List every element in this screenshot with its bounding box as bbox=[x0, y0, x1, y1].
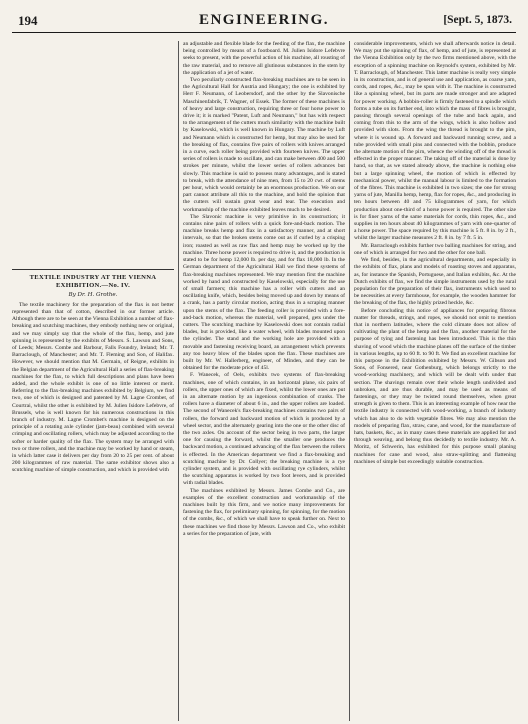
paragraph: We find, besides, in the agricultural departments, and especially in the exhibits of flax, plans and models of roasting stoves and apparatus, as, for instance the Spanish, Portuguese, and Italian exhibits, &c. At the Dutch exhibits of flax, we find the simple instruments used by the rural population for the preparation of their flax, instruments which used to be necessities at every farmhouse, for example, the wooden hammer for the breaking of the flax, the highly prized heckle, &c. bbox=[354, 257, 516, 307]
paragraph: Two peculiarly constructed flax-breaking machines are to be seen in the Agricultural Hall for Austria and Hungary; the one is exhibited by Herr F. Neumann, of Leobersdorf, and the other by the Slavonische Maschinenfabrik, T. Wagner, of Essek. The former of these machines is of heavy and large construction, requiring three or four horse power to drive it; it is marked "Patent, Luft and Neumann," but has with respect to the arrangement of the cutters much similarity with the machine built by Kaselowski, which is well known in Hungary. The machine by Luft and Neumann which is constructed for hemp, but may also be used for the breaking of flax, contains five pairs of rollers with knives arranged in a curve, each roller being provided with fourteen knives. The upper series of rollers is made to oscillate, and can make between 400 and 500 strokes per minute, whilst the lower series of rollers advances but slowly. This machine is said to possess many advantages, and is stated to break, with the attendance of nine men, from 15 to 20 cwt. of stems per hour, which would certainly be an enormous production. We on our part cannot attribute all this to the machine, and hold the opinion that the cutters will sustain great wear and tear. The execution and workmanship of the machine exhibited leaves much to be desired. bbox=[183, 77, 345, 213]
article-byline: By Dr. H. Grothe. bbox=[68, 291, 118, 298]
paragraph: The machines exhibited by Messrs. James Combe and Co., are examples of the excellent construction and workmanship of the machines built by this firm, and we notice many improvements for fastening the flax, for preliminary spinning, for spinning, for the motion of the combs, &c., of which we shall have to speak further on. Next to these machines we find those by Messrs. Lawson and Co., who exhibit a series for the preparation of jute, with bbox=[183, 487, 345, 537]
column-2 bbox=[183, 41, 345, 721]
page-header bbox=[12, 10, 516, 33]
issue-date: [Sept. 5, 1873. bbox=[443, 14, 512, 26]
article-heading bbox=[12, 269, 174, 299]
column-1 bbox=[12, 41, 174, 721]
paragraph: The Slavonic machine is very primitive in its construction; it contains nine pairs of rollers with a quick fore-and-back motion. The machine breaks hemp and flax in a satisfactory manner, and at short intervals, so that the broken stems come out as if curled by a crisping iron; roasted as well as raw flax and hemp may be worked up by the machine. Three horse power is required to drive it, and the production is stated to be for hemp 12,000 lb. per day, and for flax 18,000 lb. In the German department of the Agricultural Hall we find these systems of flax-breaking machines represented. We may mention first the machine worked by hand and constructed by Kaselowski, especially for the use of small farmers; this machine has a roller with cutters and an oscillating knife, which, besides being moved up and down by means of a crank, has a partly circular motion, acting thus in a scraping manner upon the stems of the flax. The feeding roller is provided with a fore-and-back motion, whereas the material, well prepared, gets under the cutters. The scutching machine by Kaselowski does not contain radial blades, but is provided, like a water wheel, with blades mounted upon the cylinder. The stand and the working hole are provided with a movable and fastening receiving board, an arrangement which prevents any too heavy blow of the blades upon the flax. These machines are built by Mr. W. Hallerberg, engineer, of Minden, and they can be obtained for the moderate price of 45l. bbox=[183, 213, 345, 372]
publication-title: ENGINEERING. bbox=[198, 12, 330, 28]
column-divider bbox=[349, 41, 350, 721]
paragraph: Mr. Barraclough exhibits further two balling machines for string, and one of which is arranged for two and the other for one ball. bbox=[354, 242, 516, 256]
page-number: 194 bbox=[18, 13, 38, 28]
article-title: TEXTILE INDUSTRY AT THE VIENNA EXHIBITION.—No. IV. bbox=[29, 274, 157, 290]
column-1-top-blank bbox=[12, 41, 174, 269]
column-3 bbox=[354, 41, 516, 721]
paragraph: The textile machinery for the preparation of the flax is not better represented than that of cotton, described in our former article. Although there are to be seen at the Vienna Exhibition a number of flax-breaking and scutching machines, they embody nothing new or original, and we may simply say that the whole of the flax, hemp, and jute spinning is represented by the exhibits of Messrs. S. Lawson and Sons, of Leeds; Messrs. Combe and Barbour, Falls Foundry, Ireland; Mr. T. Barraclough, of Manchester; and Mr. T. Fleming and Son, of Halifax. However, we should mention that M. Germain, of Reigne, exhibits in the Belgian department of the Agricultural Hall a series of flax-breaking machines for the flax, to which full descriptions and plans have been added, and the whole exhibit is one of no little interest or merit. Referring to the flax-breaking machines exhibited by Belgium, we find two, one of which is designed and patented by M. Lagne Crombet, of Courtrai, whilst the other is exhibited by M. Julien Isidore Lefebvre, of Brussels, who is well known for his numerous constructions in this branch of industry. M. Lagne Crombet's machine is designed on the principle of a rotating axle cylinder (jam-beau) combined with several crimping and oscillating rollers, which may be adjusted according to the softer or harder quality of the flax. The system may be arranged with two or three rollers, and the machine may be worked by hand or steam, in which latter case it delivers per day from 20 to 25 per cent. of about 200 kilogrammes of raw material. The same exhibitor shows also a scutching machine of simple construction, and which is provided with bbox=[12, 301, 174, 474]
column-divider bbox=[178, 41, 179, 721]
paragraph: F. Wanecek, of Oels, exhibits two systems of flax-breaking machines, one of which contains, in an horizontal plane, six pairs of rollers, the upper ones of which are fixed, whilst the lower ones are put in an alternate motion by an ingenious combination of cranks. The rollers have a diameter of about 6 in., and the upper rollers are loaded. The second of Wanecek's flax-breaking machines contains two pairs of rollers, the forward and backward motion of which is produced by a wheel sector, and the alternately gearing into the one or the other disc of the two axles. On account of the sector being in two parts, the larger one for causing the forward, whilst the smaller one produces the backward motion, a continued advancing of the flax between the rollers is effected. In the American department we find a flax-breaking and scutching machine by Dr. Collyer; the breaking machine is a rye cylinder system, and is provided with oscillating rye cylinders, whilst the scutching apparatus is worked by two foot levers, and is provided with radial blades. bbox=[183, 372, 345, 487]
paragraph: an adjustable and flexible blade for the feeding of the flax, the machine being controlled by means of a footboard. M. Julien Isidore Lefebvre seeks to present, with the powerful action of his machine, all rousting of the raw material, and to remove all glutinous substances in the stem by the application of a jet of water. bbox=[183, 41, 345, 76]
text-columns bbox=[12, 41, 516, 721]
paragraph: Before concluding this notice of appliances for preparing fibrous matter for threads, strings, and ropes, we should not omit to mention that in northern latitudes, where the cold climate does not allow of cultivating the plant of the hemp and the flax, another material for the purpose of tying and fastening has been introduced. This is the thin shaving of wood which the machine planes off the surface of the timber in various lengths, up to 60 ft. to 90 ft. We find an excellent machine for this purpose in the Exhibition exhibited by Messrs. W. Gibson and Sons, of Fonsered, near Gothenburg, which belongs strictly to the wood-working machinery, and which will be dealt with under that section. The shavings remain over their whole length undivided and unbroken, and are thus durable, and may be used as means of fastenings, or they may be twisted round themselves, when great strength is given to them. This is an interesting example of how near the textile industry is connected with wood-working, a branch of industry which has also to do with vegetable fibres. We may also mention the models of preparing flax, straw, cane, and wood, for the manufacture of hats, baskets, &c., as in many cases these materials are applied for and through weaving, and belong thus decidedly to textile industry. Mr. A. Moritz, of Schwerin, has exhibited for this purpose small planing machines for cane and wood, also straw-splitting and flattening machines of simple but exceedingly suitable construction. bbox=[354, 307, 516, 465]
paragraph: considerable improvements, which we shall afterwards notice in detail. We may put the spinning of flax, of hemp, and of jute, is represented at the Vienna Exhibition only by the two firms mentioned above, with the exception of a spinning machine on Reynold's system, exhibited by Mr. T. Barraclough, of Manchester. This latter machine is really very simple in its construction, and is of general use and application, as coarse yarn, cords, and ropes, &c., may be spun with it. The machine is constructed like a spinning wheel, but its parts are made stronger and are adapted for power working. A bobbin-roller is firmly fastened to a spindle which forms a tube on its further end, into which the mass of fibres is brought, passing through several openings of the tube and back again, and coming from this to the arm of the wings, which is also hollow and provided with slots. From the wing the thread is brought to the pirn, where it is wound up. A forward and backward running screw, and a tube provided with small pins and connected with the bobbin, produce the alternate motion of the pirn, whence the winding off of the thread is effected in the proper manner. The taking off of the material is done by hand, so that, as we stated already above, the machine is nothing else but a large spinning wheel, the motion of which is effected by mechanical power, whilst the manual labour is limited to the formation of the fibres. This machine is exhibited in two sizes; the one for strong yarns of jute, Manilla hemp, hemp, flax for ropes, &c., and producing in ten hours between 40 and 75 kilogrammes of yarn, for which production about one-third of a horse power is required. The other size is for finer yarns of the same materials for cords, thin ropes, &c., and supplies in ten hours about 40 kilogrammes of yarn with one-quarter of a horse power. The space required by this machine is 5 ft. 8 in. by 2 ft., whilst the larger machine measures 2 ft. 8 in. by 7 ft. 5 in. bbox=[354, 41, 516, 242]
